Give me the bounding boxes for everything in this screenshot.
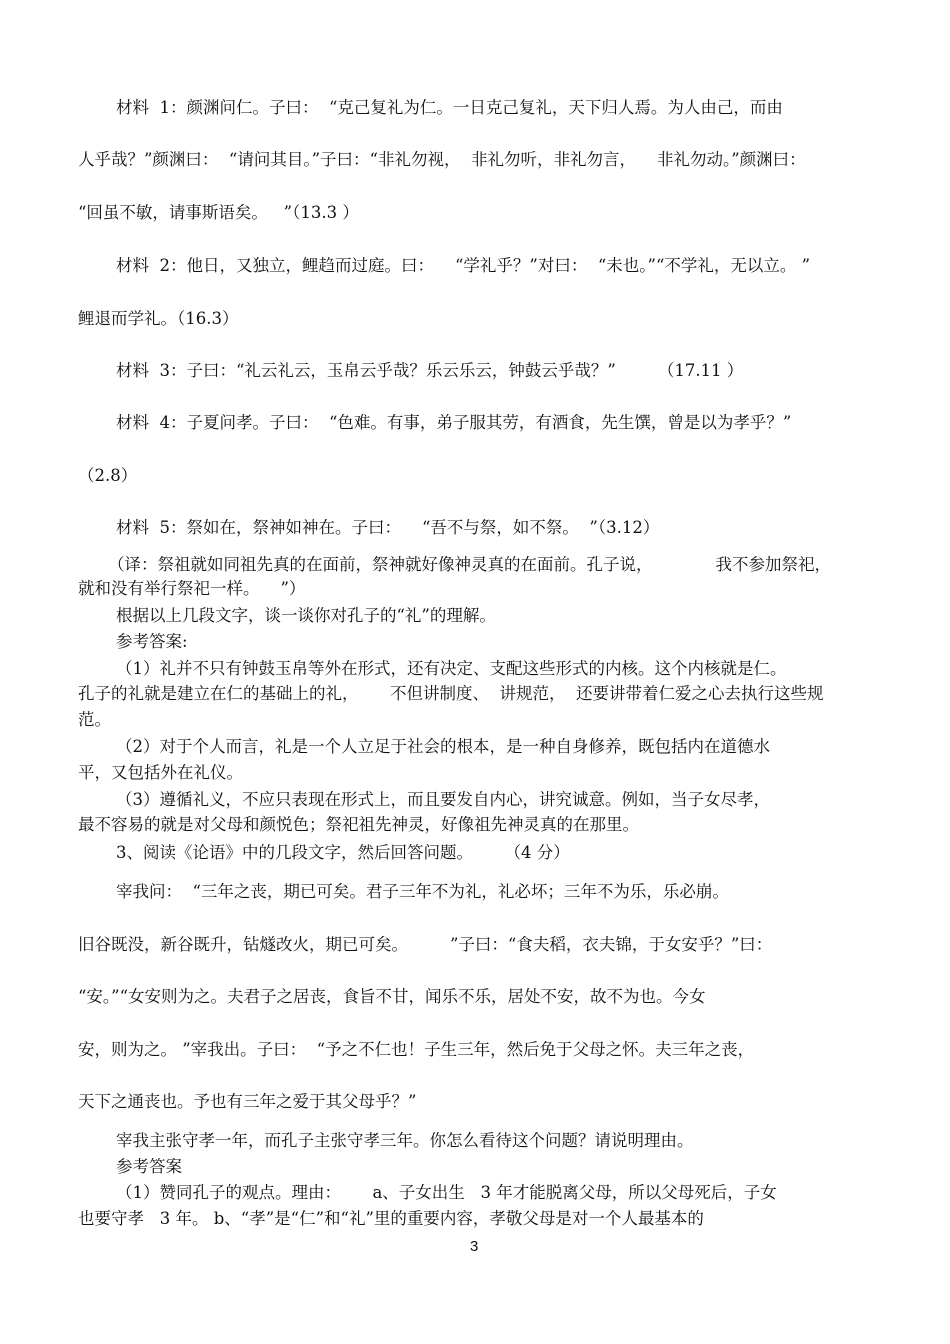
text-line: 安，则为之。 ”宰我出。子曰： “予之不仁也！子生三年，然后免于父母之怀。夫三年之丧， <box>78 1040 755 1059</box>
text-line: 材料 3：子曰：“礼云礼云，玉帛云乎哉？乐云乐云，钟鼓云乎哉？” （17.11 ） <box>116 361 744 380</box>
text-line: 宰我问： “三年之丧，期已可矣。君子三年不为礼，礼必坏；三年不为乐，乐必崩。 <box>116 882 729 901</box>
text-line: 平，又包括外在礼仪。 <box>78 763 243 782</box>
text-line: “回虽不敏，请事斯语矣。 ”（13.3 ） <box>78 203 359 222</box>
text-line: 3、阅读《论语》中的几段文字，然后回答问题。 （4 分） <box>116 843 570 862</box>
text-line: 鲤退而学礼。（16.3） <box>78 309 239 328</box>
text-line: （1）礼并不只有钟鼓玉帛等外在形式，还有决定、支配这些形式的内核。这个内核就是仁。 <box>116 659 787 678</box>
text-line: 也要守孝 3 年。 b、“孝”是“仁”和“礼”里的重要内容，孝敬父母是对一个人最基本的 <box>78 1209 704 1228</box>
text-line: （2）对于个人而言，礼是一个人立足于社会的根本，是一种自身修养，既包括内在道德水 <box>116 737 770 756</box>
text-line: 材料 5：祭如在，祭神如神在。子曰： “吾不与祭，如不祭。 ”（3.12） <box>116 518 660 537</box>
text-line: 参考答案: <box>116 632 188 651</box>
text-line: 材料 4：子夏问孝。子曰： “色难。有事，弟子服其劳，有酒食，先生馔，曾是以为孝乎？” <box>116 413 792 432</box>
text-line: 孔子的礼就是建立在仁的基础上的礼， 不但讲制度、 讲规范， 还要讲带着仁爱之心去执行这些规 <box>78 684 824 703</box>
text-line: 根据以上几段文字，谈一谈你对孔子的“礼”的理解。 <box>116 606 496 625</box>
text-line: “安。”“女安则为之。夫君子之居丧，食旨不甘，闻乐不乐，居处不安，故不为也。今女 <box>78 987 706 1006</box>
text-line: （2.8） <box>78 466 138 485</box>
text-line: 最不容易的就是对父母和颜悦色；祭祀祖先神灵，好像祖先神灵真的在那里。 <box>78 815 639 834</box>
text-line: 参考答案 <box>116 1157 182 1176</box>
text-line: 材料 1：颜渊问仁。子曰： “克己复礼为仁。一日克己复礼，天下归人焉。为人由己，而由 <box>116 98 783 117</box>
text-line: 人乎哉？”颜渊曰： “请问其目。”子曰：“非礼勿视， 非礼勿听，非礼勿言， 非礼勿动。”颜渊曰： <box>78 150 806 169</box>
text-line: 材料 2：他日，又独立，鲤趋而过庭。曰： “学礼乎？”对曰： “未也。”“不学礼，无以立。 ” <box>116 256 811 275</box>
page-number: 3 <box>470 1238 479 1255</box>
text-line: 旧谷既没，新谷既升，钻燧改火，期已可矣。 ”子曰：“食夫稻，衣夫锦，于女安乎？”曰： <box>78 935 773 954</box>
text-line: （译：祭祖就如同祖先真的在面前，祭神就好像神灵真的在面前。孔子说， 我不参加祭祀， <box>108 555 831 574</box>
text-line: （3）遵循礼义，不应只表现在形式上，而且要发自内心，讲究诚意。例如，当子女尽孝， <box>116 790 770 809</box>
text-line: 天下之通丧也。予也有三年之爱于其父母乎？” <box>78 1092 417 1111</box>
text-line: 宰我主张守孝一年，而孔子主张守孝三年。你怎么看待这个问题？请说明理由。 <box>116 1131 694 1150</box>
text-line: 就和没有举行祭祀一样。 ”） <box>78 579 306 598</box>
text-line: 范。 <box>78 710 111 729</box>
text-line: （1）赞同孔子的观点。理由： a、子女出生 3 年才能脱离父母，所以父母死后，子女 <box>116 1183 777 1202</box>
